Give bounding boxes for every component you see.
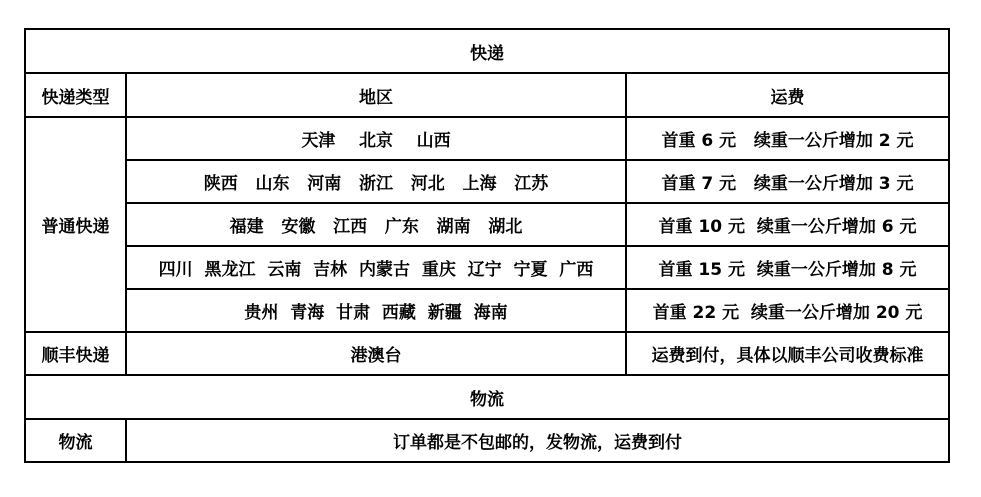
table-row [25, 117, 949, 160]
fee-cell: 首重 22 元 续重一公斤增加 20 元 [626, 289, 949, 332]
fee-cell: 首重 6 元 续重一公斤增加 2 元 [626, 117, 949, 160]
table-row [25, 203, 949, 246]
region-cell: 陕西 山东 河南 浙江 河北 上海 江苏 [126, 160, 626, 203]
header-express-type: 快递类型 [25, 73, 126, 117]
logistics-note: 订单都是不包邮的，发物流，运费到付 [126, 419, 949, 462]
fee-cell: 首重 15 元 续重一公斤增加 8 元 [626, 246, 949, 289]
sf-express-label: 顺丰快递 [25, 332, 126, 375]
shipping-fee-table [24, 28, 950, 463]
region-cell: 贵州 青海 甘肃 西藏 新疆 海南 [126, 289, 626, 332]
table-row [25, 160, 949, 203]
fee-cell: 首重 7 元 续重一公斤增加 3 元 [626, 160, 949, 203]
header-fee: 运费 [626, 73, 949, 117]
header-region: 地区 [126, 73, 626, 117]
logistics-label: 物流 [25, 419, 126, 462]
region-cell: 四川 黑龙江 云南 吉林 内蒙古 重庆 辽宁 宁夏 广西 [126, 246, 626, 289]
normal-express-label: 普通快递 [25, 117, 126, 332]
fee-cell: 运费到付，具体以顺丰公司收费标准 [626, 332, 949, 375]
fee-cell: 首重 10 元 续重一公斤增加 6 元 [626, 203, 949, 246]
table-row [25, 419, 949, 462]
express-section-title: 快递 [25, 29, 949, 73]
table-row [25, 246, 949, 289]
table-row [25, 332, 949, 375]
table-row [25, 289, 949, 332]
region-cell: 福建 安徽 江西 广东 湖南 湖北 [126, 203, 626, 246]
region-cell: 天津 北京 山西 [126, 117, 626, 160]
logistics-section-title: 物流 [25, 375, 949, 419]
region-cell: 港澳台 [126, 332, 626, 375]
